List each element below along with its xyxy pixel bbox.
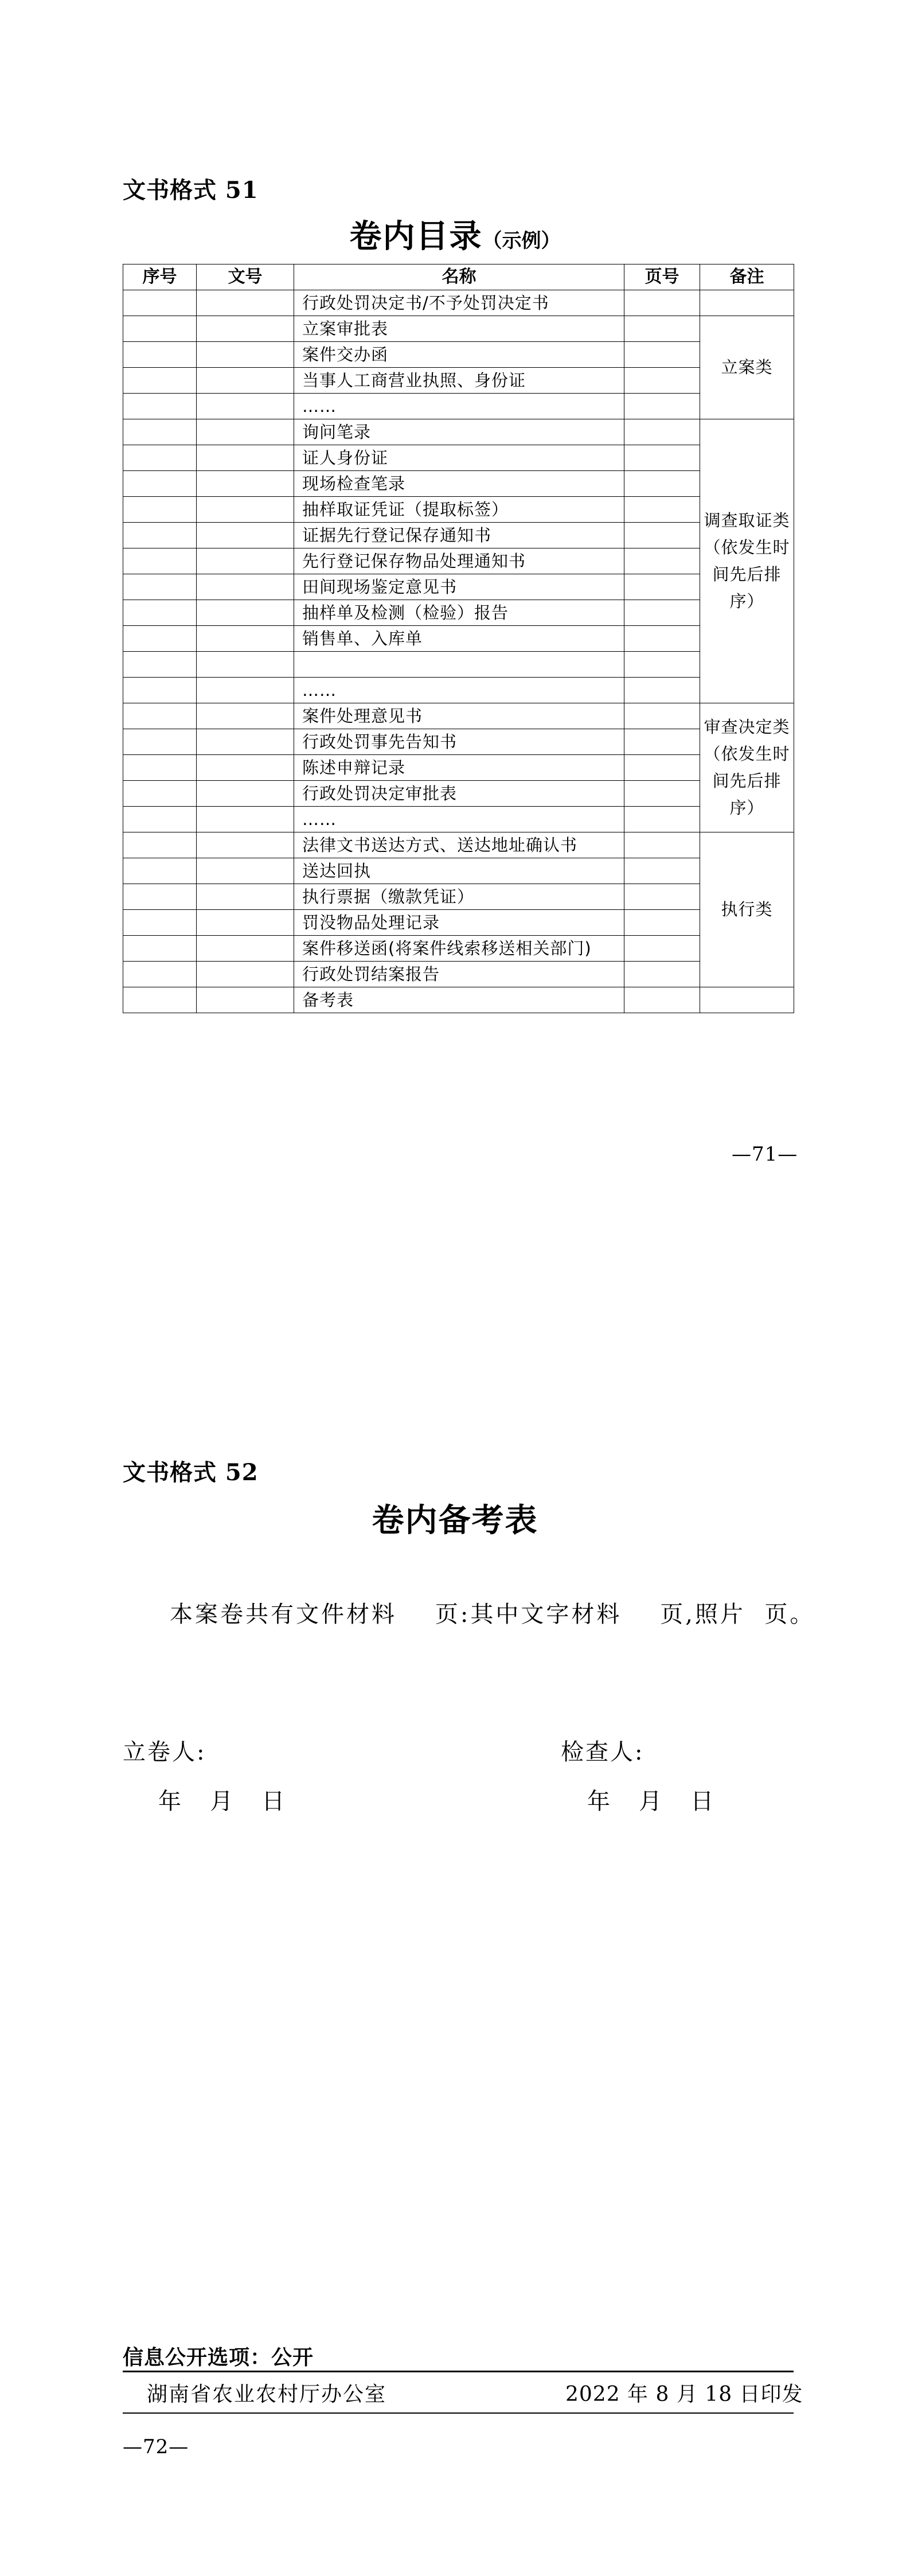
doc-no-cell — [197, 342, 294, 368]
doc-no-cell — [197, 548, 294, 574]
catalog-title — [0, 211, 910, 257]
doc-no-cell — [197, 703, 294, 729]
name-cell: …… — [294, 678, 624, 703]
name-cell: 法律文书送达方式、送达地址确认书 — [294, 832, 624, 858]
issuing-office: 湖南省农业农村厅办公室 — [147, 2383, 387, 2406]
name-cell: 抽样单及检测（检验）报告 — [294, 600, 624, 626]
format-label-52: 文书格式 52 — [123, 1459, 259, 1486]
table-row — [123, 600, 794, 626]
doc-no-cell — [197, 936, 294, 962]
remark-cell: 审查决定类（依发生时间先后排序） — [700, 703, 794, 832]
doc-no-cell — [197, 574, 294, 600]
page-no-cell — [624, 884, 700, 910]
page-no-cell — [624, 910, 700, 936]
table-row — [123, 729, 794, 755]
table-row — [123, 445, 794, 471]
page-no-cell — [624, 574, 700, 600]
format-label-51: 文书格式 51 — [123, 177, 259, 204]
name-cell: 当事人工商营业执照、身份证 — [294, 368, 624, 394]
seq-cell — [123, 445, 197, 471]
doc-no-cell — [197, 368, 294, 394]
seq-cell — [123, 316, 197, 342]
seq-cell — [123, 858, 197, 884]
remark-cell-empty — [700, 987, 794, 1013]
doc-no-cell — [197, 497, 294, 523]
remark-cell-empty — [700, 290, 794, 316]
doc-no-cell — [197, 316, 294, 342]
table-row — [123, 755, 794, 781]
doc-no-cell — [197, 729, 294, 755]
page-no-cell — [624, 548, 700, 574]
name-cell: 抽样取证凭证（提取标签） — [294, 497, 624, 523]
name-cell: …… — [294, 807, 624, 832]
table-row — [123, 884, 794, 910]
table-row — [123, 652, 794, 678]
reference-table-title: 卷内备考表 — [372, 1501, 538, 1539]
doc-no-cell — [197, 626, 294, 652]
page-no-cell — [624, 987, 700, 1013]
name-cell: …… — [294, 394, 624, 419]
seq-cell — [123, 936, 197, 962]
table-row — [123, 342, 794, 368]
name-cell: 案件处理意见书 — [294, 703, 624, 729]
disclosure-option: 信息公开选项：公开 — [123, 2346, 314, 2369]
header-seq: 序号 — [123, 264, 197, 290]
page-no-cell — [624, 936, 700, 962]
page-no-cell — [624, 703, 700, 729]
page-no-cell — [624, 832, 700, 858]
page-no-cell — [624, 368, 700, 394]
remark-cell: 立案类 — [700, 316, 794, 419]
name-cell: 罚没物品处理记录 — [294, 910, 624, 936]
page-no-cell — [624, 342, 700, 368]
table-header-row — [123, 264, 794, 290]
seq-cell — [123, 600, 197, 626]
name-cell: 田间现场鉴定意见书 — [294, 574, 624, 600]
catalog-title-text: 卷内目录 — [349, 217, 483, 255]
footer-top-rule — [123, 2371, 794, 2372]
page-no-cell — [624, 600, 700, 626]
page-no-cell — [624, 497, 700, 523]
table-row — [123, 626, 794, 652]
seq-cell — [123, 962, 197, 987]
table-row — [123, 316, 794, 342]
doc-no-cell — [197, 781, 294, 807]
seq-cell — [123, 471, 197, 497]
seq-cell — [123, 497, 197, 523]
seq-cell — [123, 884, 197, 910]
remark-cell: 执行类 — [700, 832, 794, 987]
catalog-title-note: （示例） — [482, 229, 561, 252]
footer-bottom-rule — [123, 2412, 794, 2414]
header-name: 名称 — [294, 264, 624, 290]
name-cell: 送达回执 — [294, 858, 624, 884]
checker-date: 年 月 日 — [587, 1788, 716, 1815]
page-no-cell — [624, 678, 700, 703]
name-cell: 行政处罚事先告知书 — [294, 729, 624, 755]
page-no-cell — [624, 316, 700, 342]
seq-cell — [123, 394, 197, 419]
header-remark: 备注 — [700, 264, 794, 290]
table-row — [123, 858, 794, 884]
name-cell: 立案审批表 — [294, 316, 624, 342]
table-row — [123, 394, 794, 419]
table-row — [123, 703, 794, 729]
doc-no-cell — [197, 858, 294, 884]
seq-cell — [123, 703, 197, 729]
name-cell: 执行票据（缴款凭证） — [294, 884, 624, 910]
table-row — [123, 368, 794, 394]
page-no-cell — [624, 290, 700, 316]
doc-no-cell — [197, 445, 294, 471]
page-number-71: —71— — [732, 1143, 798, 1166]
page-no-cell — [624, 394, 700, 419]
seq-cell — [123, 523, 197, 548]
table-row — [123, 290, 794, 316]
seq-cell — [123, 755, 197, 781]
page-no-cell — [624, 755, 700, 781]
remark-cell: 调查取证类（依发生时间先后排序） — [700, 419, 794, 703]
doc-no-cell — [197, 523, 294, 548]
name-cell: 行政处罚结案报告 — [294, 962, 624, 987]
name-cell: 行政处罚决定书/不予处罚决定书 — [294, 290, 624, 316]
seq-cell — [123, 807, 197, 832]
doc-no-cell — [197, 807, 294, 832]
file-count-statement: 本案卷共有文件材料 页:其中文字材料 页,照片 页。 — [170, 1601, 815, 1628]
seq-cell — [123, 652, 197, 678]
seq-cell — [123, 910, 197, 936]
page-no-cell — [624, 471, 700, 497]
name-cell: 证人身份证 — [294, 445, 624, 471]
name-cell: 销售单、入库单 — [294, 626, 624, 652]
table-row — [123, 807, 794, 832]
table-row — [123, 832, 794, 858]
name-cell: 现场检查笔录 — [294, 471, 624, 497]
name-cell: 案件交办函 — [294, 342, 624, 368]
page-no-cell — [624, 445, 700, 471]
table-row — [123, 936, 794, 962]
doc-no-cell — [197, 832, 294, 858]
filer-date: 年 月 日 — [158, 1788, 287, 1815]
table-row — [123, 548, 794, 574]
name-cell — [294, 652, 624, 678]
doc-no-cell — [197, 394, 294, 419]
doc-no-cell — [197, 678, 294, 703]
name-cell: 陈述申辩记录 — [294, 755, 624, 781]
table-row — [123, 962, 794, 987]
header-page-no: 页号 — [624, 264, 700, 290]
page-no-cell — [624, 523, 700, 548]
seq-cell — [123, 626, 197, 652]
doc-no-cell — [197, 419, 294, 445]
table-row — [123, 471, 794, 497]
seq-cell — [123, 574, 197, 600]
doc-no-cell — [197, 471, 294, 497]
seq-cell — [123, 729, 197, 755]
name-cell: 案件移送函(将案件线索移送相关部门) — [294, 936, 624, 962]
page-no-cell — [624, 419, 700, 445]
table-row — [123, 987, 794, 1013]
page-no-cell — [624, 807, 700, 832]
seq-cell — [123, 548, 197, 574]
table-row — [123, 574, 794, 600]
doc-no-cell — [197, 987, 294, 1013]
seq-cell — [123, 781, 197, 807]
page-no-cell — [624, 652, 700, 678]
page-no-cell — [624, 781, 700, 807]
name-cell: 行政处罚决定审批表 — [294, 781, 624, 807]
table-row — [123, 497, 794, 523]
seq-cell — [123, 419, 197, 445]
seq-cell — [123, 290, 197, 316]
page-no-cell — [624, 858, 700, 884]
print-date: 2022 年 8 月 18 日印发 — [565, 2383, 803, 2406]
seq-cell — [123, 987, 197, 1013]
table-row — [123, 781, 794, 807]
page-no-cell — [624, 626, 700, 652]
doc-no-cell — [197, 884, 294, 910]
table-row — [123, 419, 794, 445]
table-row — [123, 678, 794, 703]
name-cell: 先行登记保存物品处理通知书 — [294, 548, 624, 574]
filer-label: 立卷人: — [123, 1739, 206, 1765]
doc-no-cell — [197, 652, 294, 678]
doc-no-cell — [197, 600, 294, 626]
doc-no-cell — [197, 962, 294, 987]
seq-cell — [123, 832, 197, 858]
seq-cell — [123, 678, 197, 703]
page-no-cell — [624, 729, 700, 755]
name-cell: 证据先行登记保存通知书 — [294, 523, 624, 548]
name-cell: 询问笔录 — [294, 419, 624, 445]
table-row — [123, 910, 794, 936]
table-row — [123, 523, 794, 548]
checker-label: 检查人: — [561, 1739, 645, 1765]
page-number-72: —72— — [123, 2435, 189, 2458]
seq-cell — [123, 368, 197, 394]
doc-no-cell — [197, 910, 294, 936]
doc-no-cell — [197, 755, 294, 781]
doc-no-cell — [197, 290, 294, 316]
header-doc-no: 文号 — [197, 264, 294, 290]
page-no-cell — [624, 962, 700, 987]
catalog-table — [123, 264, 794, 1013]
seq-cell — [123, 342, 197, 368]
name-cell: 备考表 — [294, 987, 624, 1013]
